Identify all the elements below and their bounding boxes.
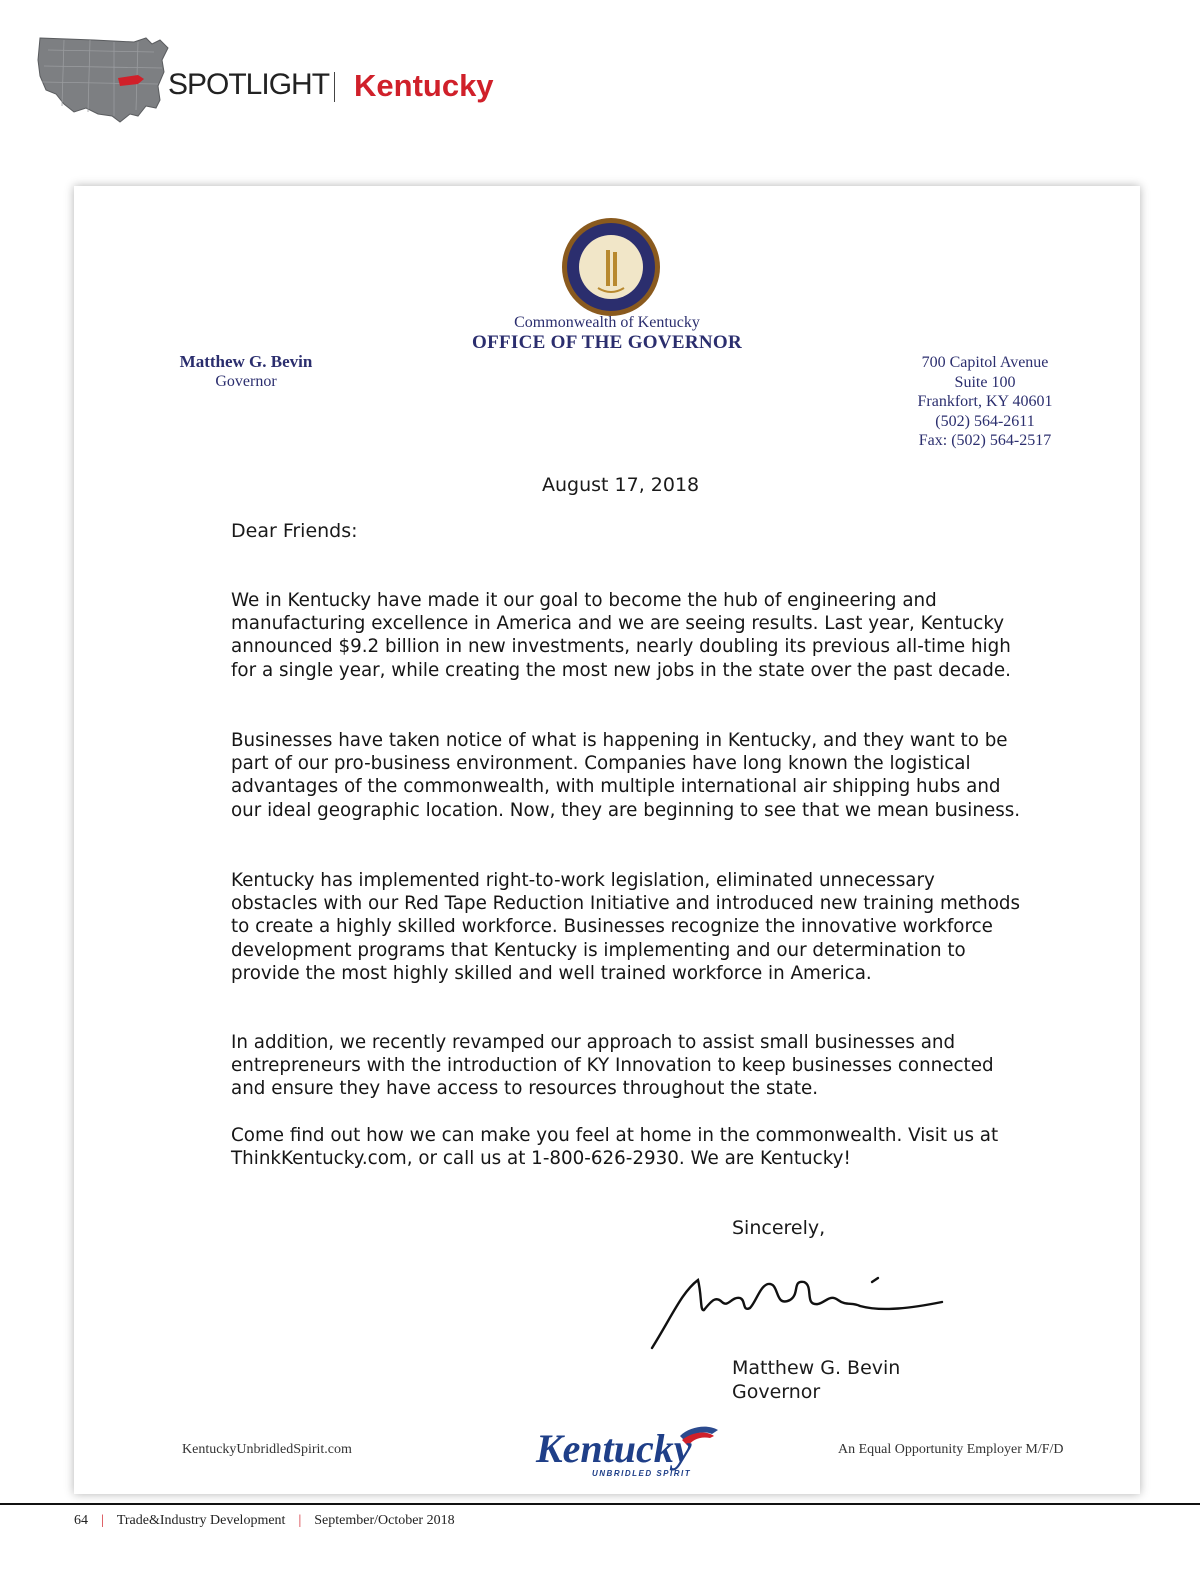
address-city: Frankfort, KY 40601 [917,393,1053,410]
closing: Sincerely, [732,1217,826,1239]
paragraph-5: Come find out how we can make you feel at home in the commonwealth. Visit us at ThinkKentucky.com, or call us at 1-800-626-2930. We are Kentucky! [231,1125,999,1170]
footer-divider: | [298,1513,302,1528]
signer-title: Governor [732,1381,821,1403]
footer-rule [0,1503,1200,1505]
office-address [900,353,1070,451]
state-seal-icon [560,216,662,318]
letter-date: August 17, 2018 [542,474,700,496]
header-divider [334,72,335,102]
section-label: SPOTLIGHT [168,68,330,101]
address-fax: Fax: (502) 564-2517 [918,432,1052,449]
issue-date: September/October 2018 [314,1513,455,1528]
svg-text:Kentucky: Kentucky [536,1426,692,1471]
address-suite: Suite 100 [954,373,1016,391]
kentucky-unbridled-spirit-logo [532,1422,732,1480]
paragraph-1: We in Kentucky have made it our goal to become the hub of engineering and manufacturing excellence in America and we are seeing results. Last year, Kentucky announced $9.2 billion in new investments, nearly doubling its previous all-time high for a single year, while creating the most new jobs in the state over the past decade. [231,590,1011,681]
equal-opportunity-note: An Equal Opportunity Employer M/F/D [838,1442,1064,1457]
office-line-2: OFFICE OF THE GOVERNOR [472,332,742,353]
paragraph-3: Kentucky has implemented right-to-work legislation, eliminated unnecessary obstacles with our Red Tape Reduction Initiative and introduced new training methods to create a highly skilled workforce. Businesses recognize the innovative workforce development programs that Kentucky is implementing and our determination to provide the most highly skilled and well trained workforce in America. [231,870,1021,984]
governor-name: Matthew G. Bevin [179,352,313,371]
page-footer [74,1513,455,1529]
governor-letter [74,186,1140,1494]
paragraph-4: In addition, we recently revamped our approach to assist small businesses and entrepreneurs with the introduction of KY Innovation to keep businesses connected and ensure they have access to resources throughout the state. [231,1032,994,1100]
address-street: 700 Capitol Avenue [921,354,1049,371]
state-title: Kentucky [354,68,494,103]
signature [642,1256,962,1366]
page-header [0,0,1200,160]
address-phone: (502) 564-2611 [935,412,1035,430]
salutation: Dear Friends: [231,520,358,542]
publication-name: Trade&Industry Development [116,1513,286,1528]
us-map-icon [34,30,174,130]
signer-name: Matthew G. Bevin [732,1357,901,1379]
svg-text:UNBRIDLED SPIRIT: UNBRIDLED SPIRIT [592,1469,692,1478]
governor-title: Governor [215,373,277,390]
signer-block [732,1356,900,1404]
governor-block [166,352,326,392]
footer-divider: | [101,1513,104,1528]
page-number: 64 [74,1513,88,1528]
paragraph-2: Businesses have taken notice of what is happening in Kentucky, and they want to be part of our pro-business environment. Companies have long known the logistical advantages of the commonwealth, with multiple international air shipping hubs and our ideal geographic location. Now, they are beginning to see that we mean business. [231,730,1021,821]
office-line-1: Commonwealth of Kentucky [514,314,700,331]
website-link[interactable]: KentuckyUnbridledSpirit.com [182,1442,352,1457]
